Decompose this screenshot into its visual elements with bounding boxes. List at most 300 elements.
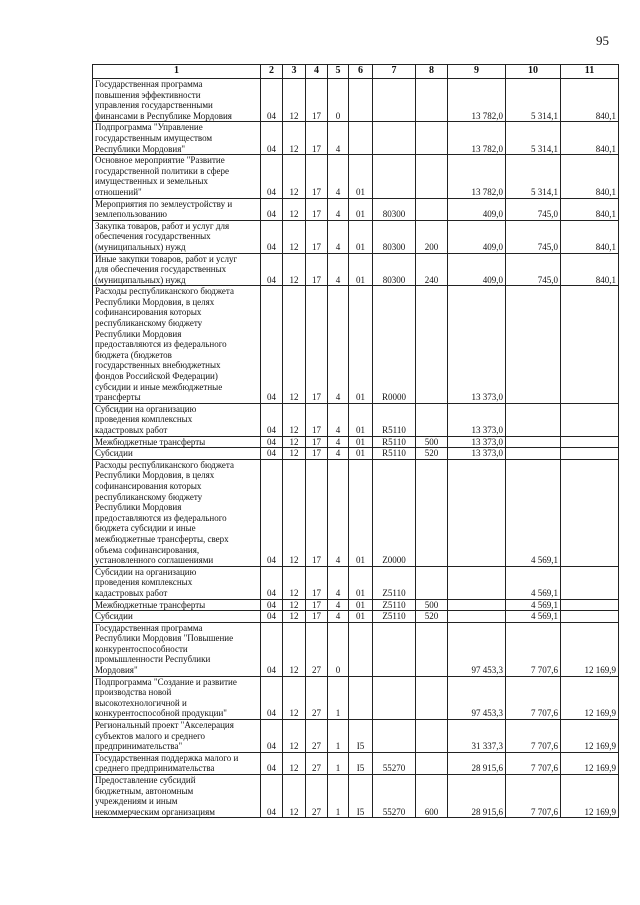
- col-header: 7: [373, 65, 416, 79]
- cell-amount-9: 13 373,0: [448, 403, 506, 436]
- row-name-line: Подпрограмма "Создание и развитие: [95, 676, 237, 687]
- cell-code-2: 04: [261, 459, 283, 566]
- col-header: 9: [448, 65, 506, 79]
- cell-code-5: 4: [328, 611, 349, 623]
- cell-amount-11: 840,1: [561, 198, 619, 220]
- cell-amount-11: 840,1: [561, 155, 619, 198]
- cell-code-3: 12: [283, 253, 306, 286]
- cell-code-8: [416, 286, 448, 404]
- row-name-line: Республики Мордовия, в целях: [95, 296, 215, 307]
- cell-code-7: Z5110: [373, 599, 416, 611]
- row-name-line: государственных внебюджетных: [95, 360, 221, 371]
- cell-code-2: 04: [261, 622, 283, 676]
- cell-code-5: 4: [328, 122, 349, 155]
- row-name-line: государственным имуществом: [95, 132, 213, 143]
- cell-amount-9: [448, 611, 506, 623]
- cell-code-4: 17: [306, 436, 328, 448]
- cell-amount-9: 13 373,0: [448, 448, 506, 460]
- cell-amount-10: [506, 403, 561, 436]
- cell-code-7: 80300: [373, 220, 416, 253]
- cell-code-4: 17: [306, 198, 328, 220]
- row-name-line: промышленности Республики: [95, 654, 211, 665]
- table-row: [93, 775, 619, 818]
- row-name-line: софинансирования которых: [95, 307, 202, 318]
- row-name-line: проведения комплексных: [95, 414, 193, 425]
- row-name-cell: [93, 253, 261, 286]
- cell-code-6: [349, 122, 373, 155]
- cell-code-4: 27: [306, 676, 328, 719]
- row-name-line: отношений": [95, 186, 142, 197]
- cell-amount-11: [561, 459, 619, 566]
- row-name-line: Мероприятия по землеустройству и: [95, 198, 233, 209]
- budget-table: [92, 64, 619, 818]
- cell-code-8: [416, 566, 448, 599]
- cell-amount-10: [506, 286, 561, 404]
- cell-code-8: [416, 622, 448, 676]
- row-name-cell: [93, 622, 261, 676]
- cell-code-2: 04: [261, 79, 283, 122]
- row-name-cell: [93, 752, 261, 774]
- cell-code-6: I5: [349, 752, 373, 774]
- cell-code-6: 01: [349, 611, 373, 623]
- cell-code-4: 17: [306, 448, 328, 460]
- table-row: [93, 448, 619, 460]
- cell-amount-9: 13 782,0: [448, 79, 506, 122]
- cell-code-2: 04: [261, 220, 283, 253]
- cell-code-7: [373, 720, 416, 753]
- cell-amount-11: 840,1: [561, 220, 619, 253]
- cell-code-8: [416, 459, 448, 566]
- cell-code-5: 4: [328, 155, 349, 198]
- cell-code-5: 4: [328, 566, 349, 599]
- table-row: [93, 752, 619, 774]
- row-name-line: (муниципальных) нужд: [95, 241, 186, 252]
- cell-code-2: 04: [261, 611, 283, 623]
- cell-code-5: 4: [328, 403, 349, 436]
- cell-amount-11: 840,1: [561, 122, 619, 155]
- table-row: [93, 253, 619, 286]
- cell-code-3: 12: [283, 611, 306, 623]
- cell-code-2: 04: [261, 448, 283, 460]
- cell-code-6: [349, 676, 373, 719]
- cell-code-2: 04: [261, 676, 283, 719]
- row-name-line: кадастровых работ: [95, 425, 168, 435]
- table-row: [93, 459, 619, 566]
- row-name-line: Предоставление субсидий: [95, 775, 196, 785]
- cell-code-6: 01: [349, 448, 373, 460]
- cell-code-7: Z5110: [373, 566, 416, 599]
- cell-code-4: 27: [306, 775, 328, 818]
- row-name-line: Расходы республиканского бюджета: [95, 459, 234, 470]
- row-name-cell: [93, 286, 261, 404]
- row-name-line: обеспечения государственных: [95, 231, 211, 242]
- cell-code-5: 4: [328, 253, 349, 286]
- cell-code-7: 80300: [373, 253, 416, 286]
- cell-code-7: [373, 622, 416, 676]
- cell-code-8: 240: [416, 253, 448, 286]
- cell-code-2: 04: [261, 122, 283, 155]
- cell-amount-10: 745,0: [506, 220, 561, 253]
- cell-code-3: 12: [283, 622, 306, 676]
- cell-code-5: 1: [328, 775, 349, 818]
- cell-code-4: 17: [306, 459, 328, 566]
- cell-code-4: 17: [306, 566, 328, 599]
- row-name-line: проведения комплексных: [95, 577, 193, 588]
- row-name-line: установленного соглашениями: [95, 555, 214, 566]
- cell-code-2: 04: [261, 775, 283, 818]
- cell-amount-11: [561, 599, 619, 611]
- cell-amount-9: 28 915,6: [448, 775, 506, 818]
- cell-amount-11: [561, 611, 619, 623]
- row-name-cell: [93, 599, 261, 611]
- row-name-line: Основное мероприятие "Развитие: [95, 155, 225, 166]
- table-row: [93, 566, 619, 599]
- cell-amount-11: 12 169,9: [561, 676, 619, 719]
- cell-amount-10: [506, 448, 561, 460]
- col-header: 8: [416, 65, 448, 79]
- row-name-line: Иные закупки товаров, работ и услуг: [95, 253, 238, 264]
- cell-amount-9: 409,0: [448, 198, 506, 220]
- row-name-line: конкурентоспособности: [95, 643, 188, 654]
- row-name-line: Республики Мордовия, в целях: [95, 470, 215, 481]
- table-body: [93, 79, 619, 818]
- row-name-line: Субсидии: [95, 611, 133, 622]
- row-name-line: кадастровых работ: [95, 587, 168, 598]
- cell-code-8: 520: [416, 611, 448, 623]
- row-name-line: государственной политики в сфере: [95, 165, 230, 176]
- row-name-line: бюджета субсидии и иные: [95, 523, 196, 534]
- cell-amount-10: 4 569,1: [506, 459, 561, 566]
- table-row: [93, 403, 619, 436]
- cell-code-3: 12: [283, 155, 306, 198]
- cell-code-8: [416, 79, 448, 122]
- cell-amount-9: [448, 566, 506, 599]
- cell-amount-10: 7 707,6: [506, 775, 561, 818]
- cell-code-6: 01: [349, 599, 373, 611]
- col-header: 10: [506, 65, 561, 79]
- cell-amount-11: [561, 403, 619, 436]
- cell-code-8: [416, 676, 448, 719]
- cell-amount-11: 840,1: [561, 253, 619, 286]
- cell-amount-9: [448, 459, 506, 566]
- cell-amount-11: [561, 566, 619, 599]
- cell-amount-11: [561, 286, 619, 404]
- row-name-line: Республики Мордовия": [95, 143, 186, 154]
- row-name-line: производства новой: [95, 687, 172, 698]
- cell-amount-9: 409,0: [448, 253, 506, 286]
- row-name-cell: [93, 566, 261, 599]
- row-name-line: Субсидии на организацию: [95, 403, 197, 414]
- cell-code-6: 01: [349, 403, 373, 436]
- row-name-line: трансферты: [95, 392, 141, 403]
- table-row: [93, 599, 619, 611]
- cell-code-6: I5: [349, 720, 373, 753]
- row-name-line: Государственная программа: [95, 79, 203, 89]
- cell-code-5: 1: [328, 676, 349, 719]
- table-row: [93, 122, 619, 155]
- cell-amount-11: 840,1: [561, 79, 619, 122]
- header-row: [93, 65, 619, 79]
- row-name-line: бюджета (бюджетов: [95, 349, 172, 360]
- cell-code-7: Z0000: [373, 459, 416, 566]
- row-name-line: объема софинансирования,: [95, 544, 200, 555]
- cell-code-2: 04: [261, 198, 283, 220]
- cell-code-2: 04: [261, 720, 283, 753]
- row-name-line: республиканскому бюджету: [95, 491, 203, 502]
- cell-amount-9: 409,0: [448, 220, 506, 253]
- cell-amount-10: 4 569,1: [506, 611, 561, 623]
- cell-code-7: [373, 155, 416, 198]
- cell-code-3: 12: [283, 720, 306, 753]
- row-name-line: Межбюджетные трансферты: [95, 599, 206, 610]
- table-row: [93, 622, 619, 676]
- cell-code-7: 55270: [373, 752, 416, 774]
- row-name-line: для обеспечения государственных: [95, 264, 227, 275]
- row-name-cell: [93, 198, 261, 220]
- cell-code-4: 17: [306, 155, 328, 198]
- row-name-line: Республики Мордовия: [95, 502, 182, 513]
- row-name-line: Расходы республиканского бюджета: [95, 286, 234, 297]
- cell-code-6: 01: [349, 286, 373, 404]
- cell-code-5: 4: [328, 448, 349, 460]
- cell-code-4: 17: [306, 253, 328, 286]
- cell-code-4: 17: [306, 599, 328, 611]
- cell-code-3: 12: [283, 436, 306, 448]
- cell-amount-9: [448, 599, 506, 611]
- cell-amount-11: 12 169,9: [561, 775, 619, 818]
- cell-code-7: [373, 676, 416, 719]
- cell-code-7: R5110: [373, 403, 416, 436]
- row-name-line: Республики Мордовия: [95, 328, 182, 339]
- cell-code-5: 0: [328, 79, 349, 122]
- cell-code-6: I5: [349, 775, 373, 818]
- row-name-line: межбюджетные трансферты, сверх: [95, 533, 229, 544]
- cell-code-7: [373, 122, 416, 155]
- cell-code-2: 04: [261, 752, 283, 774]
- cell-code-3: 12: [283, 286, 306, 404]
- cell-code-2: 04: [261, 436, 283, 448]
- cell-code-8: [416, 122, 448, 155]
- cell-code-4: 17: [306, 286, 328, 404]
- cell-code-3: 12: [283, 220, 306, 253]
- cell-code-4: 27: [306, 720, 328, 753]
- row-name-line: предпринимательства": [95, 741, 183, 752]
- row-name-cell: [93, 79, 261, 122]
- cell-code-2: 04: [261, 286, 283, 404]
- cell-code-5: 1: [328, 752, 349, 774]
- row-name-line: Субсидии на организацию: [95, 566, 197, 577]
- cell-code-3: 12: [283, 403, 306, 436]
- table-row: [93, 611, 619, 623]
- cell-code-7: R5110: [373, 448, 416, 460]
- cell-code-2: 04: [261, 599, 283, 611]
- col-header: 6: [349, 65, 373, 79]
- cell-code-6: [349, 622, 373, 676]
- cell-code-8: [416, 198, 448, 220]
- cell-code-6: 01: [349, 220, 373, 253]
- cell-code-3: 12: [283, 676, 306, 719]
- cell-code-3: 12: [283, 198, 306, 220]
- row-name-line: Межбюджетные трансферты: [95, 436, 206, 447]
- cell-code-8: [416, 403, 448, 436]
- cell-amount-10: 745,0: [506, 198, 561, 220]
- cell-code-5: 4: [328, 436, 349, 448]
- row-name-cell: [93, 775, 261, 818]
- cell-code-5: 0: [328, 622, 349, 676]
- cell-code-7: 80300: [373, 198, 416, 220]
- cell-code-7: R5110: [373, 436, 416, 448]
- row-name-line: фондов Российской Федерации): [95, 371, 218, 382]
- cell-code-4: 27: [306, 752, 328, 774]
- cell-amount-10: 7 707,6: [506, 752, 561, 774]
- table-row: [93, 676, 619, 719]
- table-row: [93, 436, 619, 448]
- row-name-line: некоммерческим организациям: [95, 806, 215, 817]
- cell-amount-10: 7 707,6: [506, 676, 561, 719]
- cell-amount-10: 7 707,6: [506, 622, 561, 676]
- cell-amount-9: 97 453,3: [448, 622, 506, 676]
- cell-code-7: Z5110: [373, 611, 416, 623]
- cell-code-3: 12: [283, 599, 306, 611]
- row-name-line: Государственная поддержка малого и: [95, 752, 239, 763]
- row-name-line: Республики Мордовия "Повышение: [95, 633, 234, 644]
- row-name-line: субъектов малого и среднего: [95, 730, 206, 741]
- cell-code-3: 12: [283, 122, 306, 155]
- cell-code-8: 500: [416, 599, 448, 611]
- table-row: [93, 286, 619, 404]
- cell-code-8: [416, 720, 448, 753]
- cell-amount-9: 13 373,0: [448, 436, 506, 448]
- cell-code-2: 04: [261, 566, 283, 599]
- col-header: 3: [283, 65, 306, 79]
- cell-code-5: 1: [328, 720, 349, 753]
- cell-amount-10: 4 569,1: [506, 599, 561, 611]
- cell-code-4: 17: [306, 611, 328, 623]
- cell-code-6: 01: [349, 436, 373, 448]
- cell-code-2: 04: [261, 155, 283, 198]
- cell-code-6: 01: [349, 198, 373, 220]
- cell-code-7: 55270: [373, 775, 416, 818]
- row-name-line: высокотехнологичной и: [95, 697, 187, 708]
- cell-code-2: 04: [261, 253, 283, 286]
- cell-code-4: 27: [306, 622, 328, 676]
- cell-code-3: 12: [283, 566, 306, 599]
- table-row: [93, 720, 619, 753]
- cell-code-2: 04: [261, 403, 283, 436]
- row-name-line: среднего предпринимательства: [95, 763, 215, 774]
- cell-code-3: 12: [283, 459, 306, 566]
- row-name-cell: [93, 155, 261, 198]
- cell-amount-10: 745,0: [506, 253, 561, 286]
- row-name-line: предоставляются из федерального: [95, 512, 227, 523]
- cell-amount-10: 5 314,1: [506, 79, 561, 122]
- table-row: [93, 198, 619, 220]
- row-name-cell: [93, 676, 261, 719]
- cell-amount-11: [561, 436, 619, 448]
- row-name-line: имущественных и земельных: [95, 176, 208, 187]
- cell-amount-9: 13 373,0: [448, 286, 506, 404]
- row-name-line: субсидии и иные межбюджетные: [95, 381, 223, 392]
- cell-amount-9: 13 782,0: [448, 122, 506, 155]
- cell-code-6: 01: [349, 253, 373, 286]
- row-name-cell: [93, 122, 261, 155]
- row-name-cell: [93, 720, 261, 753]
- row-name-line: софинансирования которых: [95, 480, 202, 491]
- cell-amount-11: 12 169,9: [561, 752, 619, 774]
- cell-amount-10: [506, 436, 561, 448]
- cell-code-3: 12: [283, 79, 306, 122]
- cell-code-6: 01: [349, 566, 373, 599]
- cell-code-5: 4: [328, 459, 349, 566]
- cell-code-8: 500: [416, 436, 448, 448]
- cell-amount-10: 5 314,1: [506, 155, 561, 198]
- cell-code-7: R0000: [373, 286, 416, 404]
- row-name-line: учреждениям и иным: [95, 796, 178, 807]
- row-name-line: финансами в Республике Мордовия: [95, 110, 232, 121]
- cell-code-8: [416, 752, 448, 774]
- cell-amount-10: 5 314,1: [506, 122, 561, 155]
- row-name-line: (муниципальных) нужд: [95, 274, 186, 285]
- row-name-line: Государственная программа: [95, 622, 203, 633]
- row-name-cell: [93, 448, 261, 460]
- cell-amount-9: 28 915,6: [448, 752, 506, 774]
- row-name-cell: [93, 459, 261, 566]
- cell-amount-11: 12 169,9: [561, 622, 619, 676]
- row-name-line: Мордовия": [95, 665, 138, 676]
- col-header: 5: [328, 65, 349, 79]
- cell-amount-11: [561, 448, 619, 460]
- row-name-line: Региональный проект "Акселерация: [95, 720, 234, 731]
- cell-code-3: 12: [283, 448, 306, 460]
- cell-code-4: 17: [306, 220, 328, 253]
- row-name-line: землепользованию: [95, 209, 168, 220]
- row-name-line: Закупка товаров, работ и услуг для: [95, 220, 230, 231]
- cell-code-5: 4: [328, 599, 349, 611]
- cell-amount-9: 97 453,3: [448, 676, 506, 719]
- cell-code-8: 600: [416, 775, 448, 818]
- cell-code-5: 4: [328, 198, 349, 220]
- cell-code-3: 12: [283, 775, 306, 818]
- col-header: 11: [561, 65, 619, 79]
- row-name-line: Подпрограмма "Управление: [95, 122, 203, 133]
- table-row: [93, 155, 619, 198]
- row-name-line: бюджетным, автономным: [95, 785, 194, 796]
- cell-code-8: 200: [416, 220, 448, 253]
- row-name-cell: [93, 611, 261, 623]
- col-header: 2: [261, 65, 283, 79]
- cell-amount-10: 4 569,1: [506, 566, 561, 599]
- row-name-line: республиканскому бюджету: [95, 318, 203, 329]
- row-name-cell: [93, 436, 261, 448]
- row-name-cell: [93, 220, 261, 253]
- table-row: [93, 220, 619, 253]
- cell-code-4: 17: [306, 122, 328, 155]
- cell-code-8: [416, 155, 448, 198]
- row-name-line: управления государственными: [95, 100, 213, 111]
- row-name-line: предоставляются из федерального: [95, 339, 227, 350]
- cell-code-8: 520: [416, 448, 448, 460]
- table-row: [93, 79, 619, 122]
- page-number: 95: [596, 33, 609, 48]
- cell-amount-9: 31 337,3: [448, 720, 506, 753]
- cell-code-6: 01: [349, 459, 373, 566]
- row-name-line: конкурентоспособной продукции": [95, 708, 227, 719]
- row-name-line: повышения эффективности: [95, 89, 201, 100]
- row-name-line: Субсидии: [95, 448, 133, 459]
- cell-code-4: 17: [306, 79, 328, 122]
- cell-code-4: 17: [306, 403, 328, 436]
- cell-amount-11: 12 169,9: [561, 720, 619, 753]
